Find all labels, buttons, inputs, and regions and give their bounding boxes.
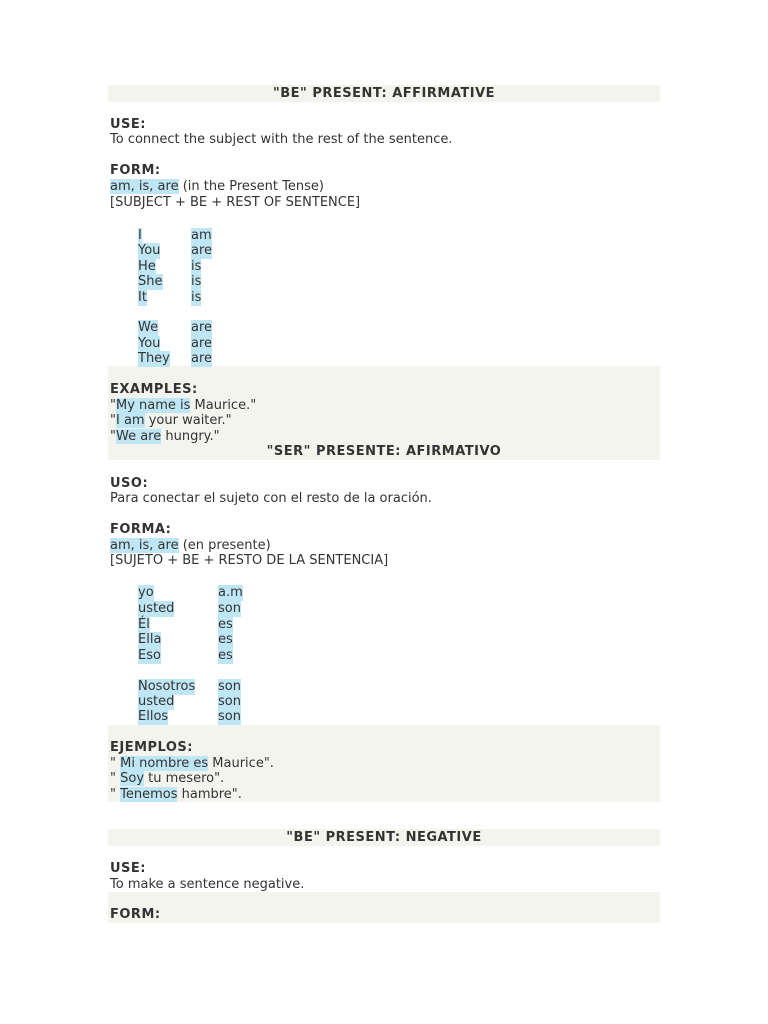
verb: son	[218, 679, 241, 694]
example-rest: hungry."	[161, 429, 220, 444]
verb: son	[218, 709, 241, 724]
example-rest: your waiter."	[144, 413, 232, 428]
example-highlight: Soy	[120, 771, 145, 786]
section-title: "SER" PRESENTE: AFIRMATIVO	[266, 444, 502, 459]
verb: son	[218, 694, 241, 709]
pronoun: It	[138, 290, 147, 305]
use-label: USE:	[110, 861, 146, 876]
examples-label: EXAMPLES:	[110, 382, 198, 397]
quote: "	[110, 398, 116, 413]
pronoun: Eso	[138, 648, 161, 663]
pronoun: I	[138, 228, 142, 243]
example-rest: Maurice".	[208, 756, 274, 771]
pronoun: yo	[138, 585, 154, 600]
verb: is	[191, 274, 202, 289]
quote: "	[110, 787, 121, 802]
example-highlight: We are	[115, 429, 162, 444]
use-text: To make a sentence negative.	[110, 877, 305, 892]
verb: are	[191, 336, 213, 351]
quote: "	[110, 771, 121, 786]
form-band	[108, 892, 660, 923]
verb: a.m	[218, 585, 243, 600]
example-line	[110, 413, 232, 429]
quote: "	[110, 756, 121, 771]
section-title: "BE" PRESENT: NEGATIVE	[286, 830, 482, 845]
quote: "	[110, 429, 116, 444]
example-highlight: My name is	[115, 398, 191, 413]
pronoun: You	[138, 336, 161, 351]
form-rest: (en presente)	[178, 538, 271, 553]
example-line	[110, 429, 220, 445]
pronoun: Nosotros	[138, 679, 196, 694]
use-text: To connect the subject with the rest of the sentence.	[110, 132, 453, 147]
form-label: FORMA:	[110, 522, 172, 537]
verb: is	[191, 259, 202, 274]
example-line	[110, 771, 224, 787]
use-text: Para conectar el sujeto con el resto de la oración.	[110, 491, 432, 506]
example-highlight: Mi nombre es	[120, 756, 209, 771]
form-rest: (in the Present Tense)	[178, 179, 324, 194]
pronoun: usted	[138, 694, 175, 709]
example-line	[110, 756, 274, 772]
pronoun: She	[138, 274, 163, 289]
use-label: USO:	[110, 476, 149, 491]
form-label: FORM:	[110, 907, 161, 922]
verb: es	[218, 648, 233, 663]
pronoun: He	[138, 259, 156, 274]
example-line	[110, 398, 256, 414]
example-highlight: I am	[115, 413, 145, 428]
form-line	[110, 538, 271, 554]
example-rest: hambre".	[177, 787, 242, 802]
example-rest: Maurice."	[190, 398, 257, 413]
pronoun: Ellos	[138, 709, 169, 724]
verb: are	[191, 243, 213, 258]
example-highlight: Tenemos	[120, 787, 178, 802]
form-pattern: [SUBJECT + BE + REST OF SENTENCE]	[110, 195, 361, 210]
form-highlight: am, is, are	[110, 179, 179, 194]
verb: es	[218, 632, 233, 647]
form-line	[110, 179, 324, 195]
verb: son	[218, 601, 241, 616]
example-line	[110, 787, 242, 803]
verb: am	[191, 228, 212, 243]
form-label: FORM:	[110, 163, 161, 178]
pronoun: Ella	[138, 632, 162, 647]
examples-label: EJEMPLOS:	[110, 740, 193, 755]
verb: are	[191, 320, 213, 335]
form-pattern: [SUJETO + BE + RESTO DE LA SENTENCIA]	[110, 553, 389, 568]
example-rest: tu mesero".	[144, 771, 225, 786]
section-title: "BE" PRESENT: AFFIRMATIVE	[272, 86, 496, 101]
pronoun: We	[138, 320, 159, 335]
pronoun: Él	[138, 617, 150, 632]
verb: es	[218, 617, 233, 632]
use-label: USE:	[110, 117, 146, 132]
pronoun: usted	[138, 601, 175, 616]
verb: is	[191, 290, 202, 305]
pronoun: You	[138, 243, 161, 258]
verb: are	[191, 351, 213, 366]
form-highlight: am, is, are	[110, 538, 179, 553]
pronoun: They	[138, 351, 170, 366]
quote: "	[110, 413, 116, 428]
